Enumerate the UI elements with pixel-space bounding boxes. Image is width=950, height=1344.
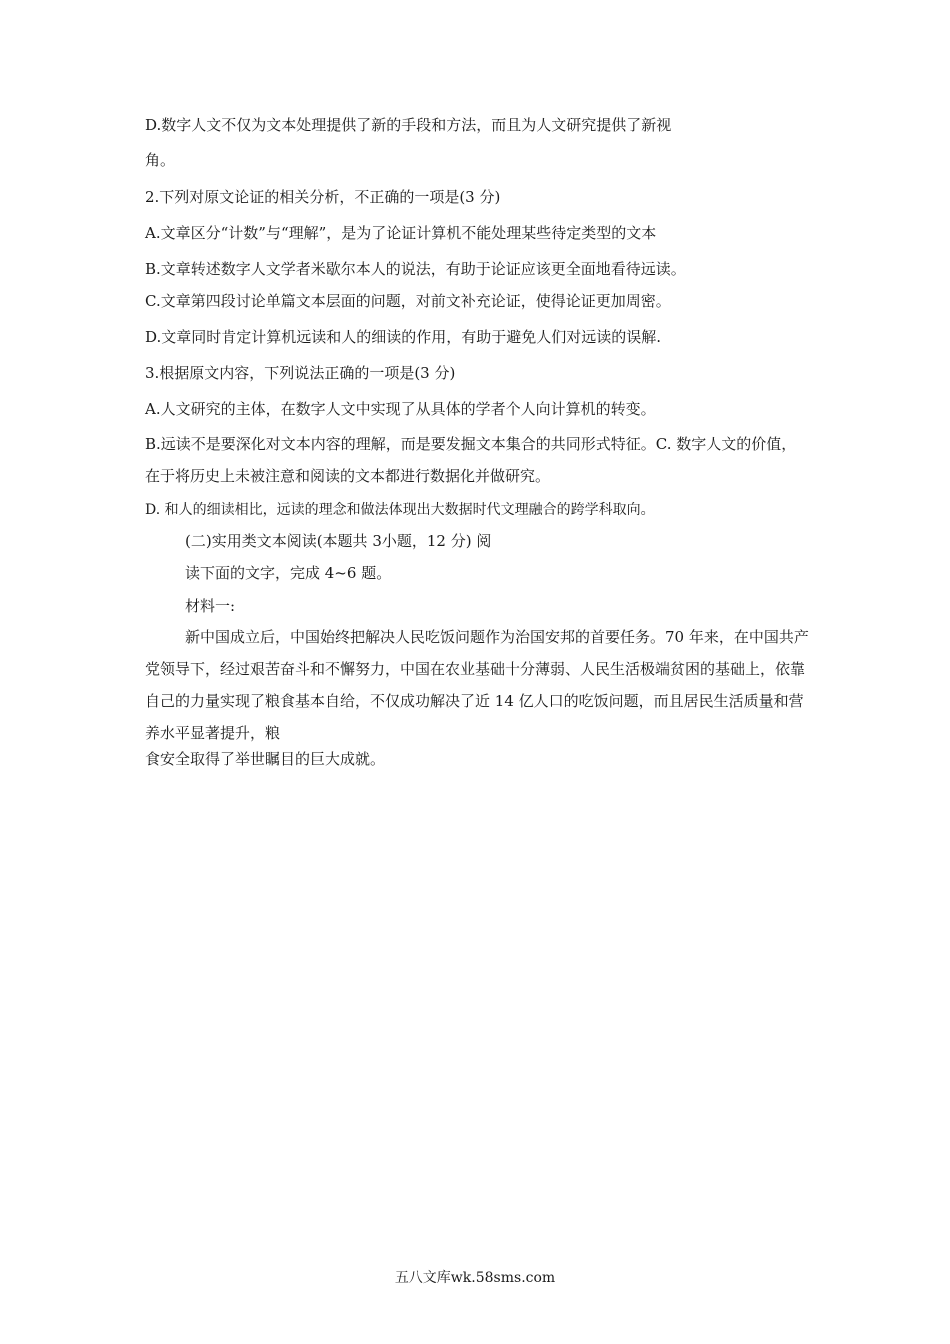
option-d-line2: 角。 (145, 151, 176, 169)
option-d-line1: D.数字人文不仅为文本处理提供了新的手段和方法，而且为人文研究提供了新视 (145, 116, 672, 134)
question-3-option-a: A.人文研究的主体，在数字人文中实现了从具体的学者个人向计算机的转变。 (145, 400, 656, 418)
section-2-heading: (二)实用类文本阅读(本题共 3小题，12 分) 阅 (185, 532, 492, 550)
question-3-option-bc: B.远读不是要深化对文本内容的理解，而是要发掘文本集合的共同形式特征。C. 数字人文的价值，在于将历史上未被注意和阅读的文本都进行数据化并做研究。 (145, 435, 797, 485)
question-2-option-d: D.文章同时肯定计算机远读和人的细读的作用，有助于避免人们对远读的误解. (145, 328, 662, 346)
section-2-instruction: 读下面的文字，完成 4~6 题。 (185, 564, 392, 582)
footer-watermark: 五八文库wk.58sms.com (394, 1270, 556, 1286)
question-2: 2.下列对原文论证的相关分析，不正确的一项是(3 分) (145, 188, 501, 206)
question-2-option-b: B.文章转述数字人文学者米歇尔本人的说法，有助于论证应该更全面地看待远读。 (145, 260, 686, 278)
question-2-option-a: A.文章区分“计数”与“理解”，是为了论证计算机不能处理某些待定类型的文本 (145, 224, 657, 242)
material-1-paragraph: 新中国成立后，中国始终把解决人民吃饭问题作为治国安邦的首要任务。70 年来，在中国共产党领导下，经过艰苦奋斗和不懈努力，中国在农业基础十分薄弱、人民生活极端贫困的基础上，依靠自己的力量实现了粮食基本自给，不仅成功解决了近 14 亿人口的吃饭问题，而且居民生活质量和营养水平显著提升，粮 (145, 628, 809, 742)
question-3: 3.根据原文内容，下列说法正确的一项是(3 分) (145, 364, 456, 382)
material-1-label: 材料一: (185, 597, 236, 615)
question-3-option-d: D. 和人的细读相比，远读的理念和做法体现出大数据时代文理融合的跨学科取向。 (145, 502, 655, 518)
question-2-option-c: C.文章第四段讨论单篇文本层面的问题，对前文补充论证，使得论证更加周密。 (145, 292, 671, 310)
material-1-paragraph-end: 食安全取得了举世瞩目的巨大成就。 (145, 750, 386, 768)
